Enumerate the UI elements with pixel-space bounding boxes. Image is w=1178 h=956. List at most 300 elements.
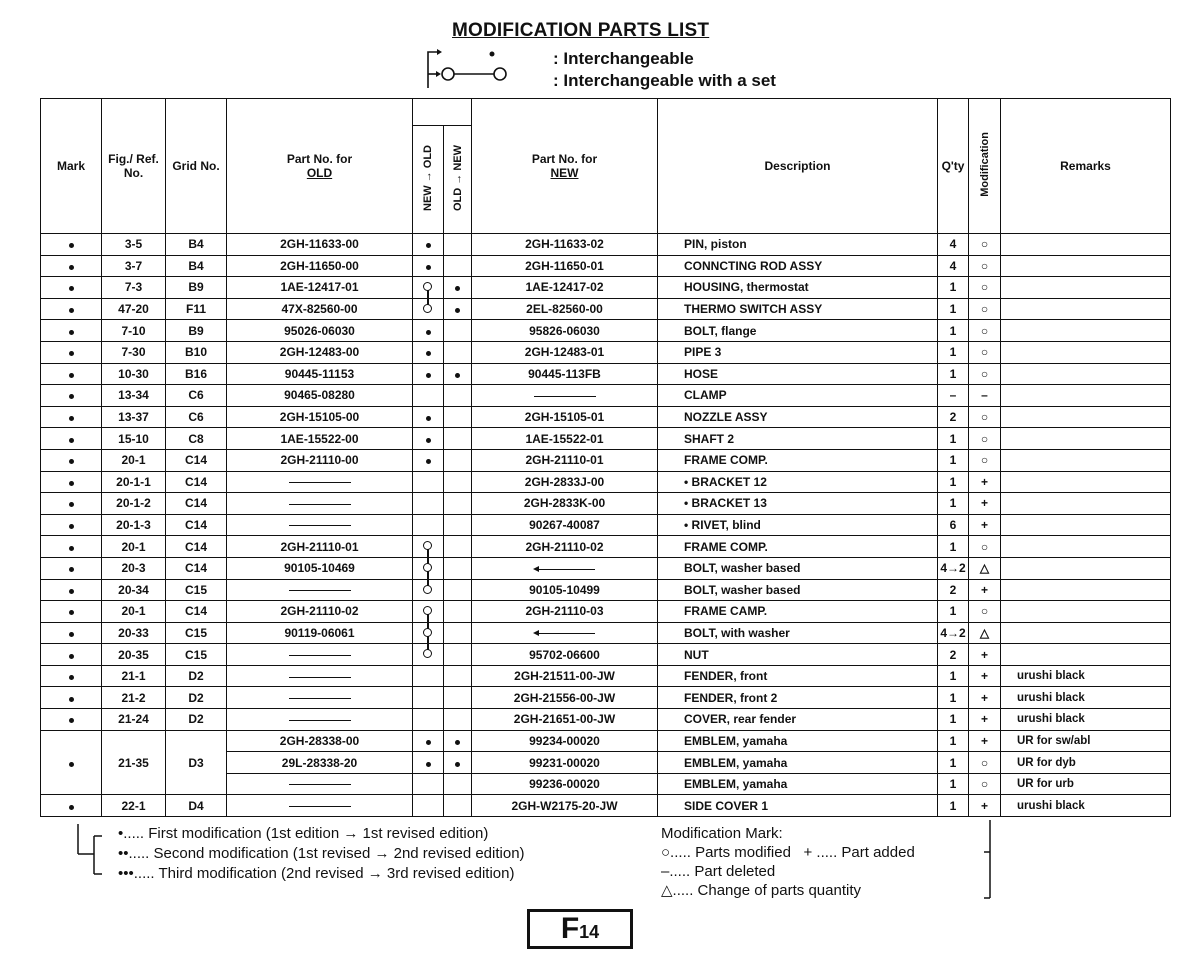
part-old-cell xyxy=(227,665,413,687)
qty-cell: 1 xyxy=(938,493,969,515)
qty-cell: 1 xyxy=(938,795,969,817)
footnote-third: •••..... Third modification (2nd revised → 3rd revised edition) xyxy=(118,865,515,882)
qty-cell: 4 xyxy=(938,255,969,277)
part-old-cell: 90105-10469 xyxy=(227,557,413,579)
new-to-old-cell xyxy=(413,579,444,601)
qty-cell: 1 xyxy=(938,277,969,299)
fig-ref-cell: 10-30 xyxy=(102,363,166,385)
table-row xyxy=(41,557,1171,579)
same-as-old-arrow-icon xyxy=(535,633,595,634)
modification-cell: △ xyxy=(969,622,1001,644)
modification-dot-icon xyxy=(69,308,74,313)
old-to-new-cell xyxy=(444,471,472,493)
new-to-old-cell xyxy=(413,752,444,774)
description-cell: BOLT, flange xyxy=(658,320,938,342)
mark-cell xyxy=(41,644,102,666)
empty-part-line xyxy=(289,677,351,678)
old-to-new-cell xyxy=(444,644,472,666)
qty-cell: 1 xyxy=(938,298,969,320)
interchangeable-dot-icon xyxy=(426,459,431,464)
empty-part-line xyxy=(289,655,351,656)
qty-cell: 1 xyxy=(938,601,969,623)
fig-ref-cell: 20-1 xyxy=(102,536,166,558)
modification-dot-icon xyxy=(69,589,74,594)
table-row xyxy=(41,579,1171,601)
empty-part-line xyxy=(289,590,351,591)
modification-dot-icon xyxy=(69,330,74,335)
part-new-cell: 99234-00020 xyxy=(472,730,658,752)
old-to-new-cell xyxy=(444,493,472,515)
qty-cell: 1 xyxy=(938,320,969,342)
mark-cell xyxy=(41,363,102,385)
remarks-cell xyxy=(1001,493,1171,515)
qty-cell: 2 xyxy=(938,406,969,428)
part-new-cell: 1AE-15522-01 xyxy=(472,428,658,450)
part-new-cell: 2GH-11650-01 xyxy=(472,255,658,277)
description-cell: FRAME COMP. xyxy=(658,449,938,471)
fig-ref-cell: 21-1 xyxy=(102,665,166,687)
part-new-cell: 2GH-12483-01 xyxy=(472,341,658,363)
description-cell: FENDER, front xyxy=(658,665,938,687)
modification-cell: ○ xyxy=(969,255,1001,277)
modification-dot-icon xyxy=(69,805,74,810)
remarks-cell: urushi black xyxy=(1001,795,1171,817)
description-cell: FRAME CAMP. xyxy=(658,601,938,623)
qty-cell: 4→2 xyxy=(938,557,969,579)
description-cell: • BRACKET 12 xyxy=(658,471,938,493)
part-new-cell: 2GH-21651-00-JW xyxy=(472,709,658,731)
fig-ref-cell: 21-24 xyxy=(102,709,166,731)
modification-cell: + xyxy=(969,687,1001,709)
modification-cell: ○ xyxy=(969,363,1001,385)
fig-ref-cell: 20-34 xyxy=(102,579,166,601)
modification-cell: + xyxy=(969,665,1001,687)
remarks-cell xyxy=(1001,622,1171,644)
modification-cell: – xyxy=(969,385,1001,407)
qty-cell: 1 xyxy=(938,428,969,450)
qty-cell: 1 xyxy=(938,536,969,558)
empty-part-line xyxy=(289,504,351,505)
modification-cell: ○ xyxy=(969,341,1001,363)
new-to-old-cell xyxy=(413,687,444,709)
page-title: MODIFICATION PARTS LIST xyxy=(452,20,710,41)
fig-ref-cell: 13-34 xyxy=(102,385,166,407)
mark-cell xyxy=(41,385,102,407)
qty-cell: 1 xyxy=(938,471,969,493)
description-cell: SHAFT 2 xyxy=(658,428,938,450)
mark-cell xyxy=(41,579,102,601)
description-cell: EMBLEM, yamaha xyxy=(658,730,938,752)
new-to-old-cell xyxy=(413,665,444,687)
fig-ref-cell: 20-1-3 xyxy=(102,514,166,536)
mark-cell xyxy=(41,449,102,471)
interchangeable-set-ring-icon xyxy=(423,304,432,313)
mark-cell xyxy=(41,255,102,277)
part-old-cell: 90445-11153 xyxy=(227,363,413,385)
modification-dot-icon xyxy=(69,459,74,464)
fig-ref-cell: 47-20 xyxy=(102,298,166,320)
part-new-cell: 1AE-12417-02 xyxy=(472,277,658,299)
new-to-old-cell xyxy=(413,730,444,752)
part-old-cell: 90119-06061 xyxy=(227,622,413,644)
grid-cell: C15 xyxy=(166,644,227,666)
mark-cell xyxy=(41,471,102,493)
grid-cell: C15 xyxy=(166,622,227,644)
header-part-old: Part No. for OLD xyxy=(227,99,413,234)
modmark-bracket-icon xyxy=(984,820,998,904)
modification-cell: ○ xyxy=(969,428,1001,450)
modification-cell: + xyxy=(969,579,1001,601)
part-new-cell: 95826-06030 xyxy=(472,320,658,342)
new-to-old-cell xyxy=(413,493,444,515)
fig-ref-cell: 13-37 xyxy=(102,406,166,428)
table-row xyxy=(41,709,1171,731)
part-old-cell: 2GH-21110-01 xyxy=(227,536,413,558)
modmark-modified: ○..... Parts modified xyxy=(661,844,791,861)
empty-part-line xyxy=(289,806,351,807)
modification-dot-icon xyxy=(69,546,74,551)
remarks-cell: urushi black xyxy=(1001,665,1171,687)
remarks-cell xyxy=(1001,471,1171,493)
part-old-cell: 2GH-21110-00 xyxy=(227,449,413,471)
remarks-cell: urushi black xyxy=(1001,687,1171,709)
header-mark: Mark xyxy=(41,99,102,234)
interchangeable-set-ring-icon xyxy=(423,606,432,615)
footnote-bracket-icon xyxy=(76,824,116,886)
old-to-new-cell xyxy=(444,687,472,709)
old-to-new-cell xyxy=(444,385,472,407)
header-grid: Grid No. xyxy=(166,99,227,234)
header-modification: Modification xyxy=(969,99,1001,234)
part-new-cell: 2GH-11633-02 xyxy=(472,234,658,256)
new-to-old-cell xyxy=(413,471,444,493)
modification-dot-icon xyxy=(69,438,74,443)
grid-cell: B9 xyxy=(166,277,227,299)
part-old-cell: 29L-28338-20 xyxy=(227,752,413,774)
remarks-cell xyxy=(1001,601,1171,623)
grid-cell: C14 xyxy=(166,449,227,471)
parts-table xyxy=(40,98,1171,817)
table-row xyxy=(41,428,1171,450)
mark-cell xyxy=(41,665,102,687)
remarks-cell xyxy=(1001,277,1171,299)
remarks-cell xyxy=(1001,428,1171,450)
modification-dot-icon xyxy=(69,675,74,680)
edition-footnote xyxy=(76,824,525,884)
grid-cell: D3 xyxy=(166,730,227,795)
modification-dot-icon xyxy=(69,416,74,421)
part-new-cell: 2GH-2833J-00 xyxy=(472,471,658,493)
fig-ref-cell: 20-3 xyxy=(102,557,166,579)
description-cell: EMBLEM, yamaha xyxy=(658,773,938,795)
modification-cell: ○ xyxy=(969,773,1001,795)
table-row xyxy=(41,493,1171,515)
table-row xyxy=(41,514,1171,536)
modmark-added: + ..... Part added xyxy=(803,844,915,861)
new-to-old-cell xyxy=(413,536,444,558)
mark-cell xyxy=(41,428,102,450)
description-cell: THERMO SWITCH ASSY xyxy=(658,298,938,320)
part-new-cell: 90445-113FB xyxy=(472,363,658,385)
mark-cell xyxy=(41,234,102,256)
remarks-cell xyxy=(1001,514,1171,536)
interchangeable-set-ring-icon xyxy=(423,563,432,572)
grid-cell: C6 xyxy=(166,385,227,407)
interchangeable-dot-icon xyxy=(426,351,431,356)
description-cell: EMBLEM, yamaha xyxy=(658,752,938,774)
same-as-old-arrow-icon xyxy=(535,569,595,570)
modification-dot-icon xyxy=(69,762,74,767)
mark-cell xyxy=(41,622,102,644)
part-old-cell xyxy=(227,493,413,515)
table-row xyxy=(41,536,1171,558)
new-to-old-cell xyxy=(413,320,444,342)
part-old-cell xyxy=(227,471,413,493)
remarks-cell xyxy=(1001,536,1171,558)
remarks-cell: UR for sw/abl xyxy=(1001,730,1171,752)
description-cell: FRAME COMP. xyxy=(658,536,938,558)
footnote-second: ••..... Second modification (1st revised → 2nd revised edition) xyxy=(118,845,525,862)
remarks-cell xyxy=(1001,255,1171,277)
grid-cell: C14 xyxy=(166,536,227,558)
fig-ref-cell: 20-35 xyxy=(102,644,166,666)
mark-cell xyxy=(41,709,102,731)
empty-part-line xyxy=(534,396,596,397)
mark-cell xyxy=(41,687,102,709)
table-row xyxy=(41,255,1171,277)
grid-cell: B4 xyxy=(166,234,227,256)
old-to-new-cell xyxy=(444,795,472,817)
interchangeable-dot-icon xyxy=(426,416,431,421)
qty-cell: 1 xyxy=(938,449,969,471)
fig-ref-cell: 20-1 xyxy=(102,601,166,623)
grid-cell: B4 xyxy=(166,255,227,277)
new-to-old-cell xyxy=(413,601,444,623)
part-old-cell xyxy=(227,709,413,731)
old-to-new-cell xyxy=(444,622,472,644)
grid-cell: F11 xyxy=(166,298,227,320)
part-old-cell: 47X-82560-00 xyxy=(227,298,413,320)
remarks-cell: UR for dyb xyxy=(1001,752,1171,774)
description-cell: NOZZLE ASSY xyxy=(658,406,938,428)
modification-cell: ○ xyxy=(969,449,1001,471)
modification-dot-icon xyxy=(69,394,74,399)
remarks-cell xyxy=(1001,385,1171,407)
fig-ref-cell: 7-10 xyxy=(102,320,166,342)
remarks-cell xyxy=(1001,644,1171,666)
empty-part-line xyxy=(289,525,351,526)
old-to-new-cell xyxy=(444,449,472,471)
fig-ref-cell: 7-30 xyxy=(102,341,166,363)
old-to-new-cell xyxy=(444,363,472,385)
description-cell: PIN, piston xyxy=(658,234,938,256)
remarks-cell xyxy=(1001,320,1171,342)
qty-cell: 1 xyxy=(938,773,969,795)
part-new-cell: 90105-10499 xyxy=(472,579,658,601)
grid-cell: D2 xyxy=(166,709,227,731)
modification-dot-icon xyxy=(69,718,74,723)
description-cell: • RIVET, blind xyxy=(658,514,938,536)
modmark-title: Modification Mark: xyxy=(661,825,783,842)
mark-cell xyxy=(41,320,102,342)
modification-cell: ○ xyxy=(969,752,1001,774)
interchangeable-dot-icon xyxy=(426,438,431,443)
old-to-new-cell xyxy=(444,320,472,342)
part-old-cell xyxy=(227,687,413,709)
new-to-old-cell xyxy=(413,514,444,536)
qty-cell: 1 xyxy=(938,709,969,731)
page-number-badge: F14 xyxy=(527,909,633,949)
modification-cell: + xyxy=(969,493,1001,515)
old-to-new-cell xyxy=(444,601,472,623)
grid-cell: C14 xyxy=(166,514,227,536)
part-new-cell: 90267-40087 xyxy=(472,514,658,536)
modification-cell: + xyxy=(969,471,1001,493)
remarks-cell xyxy=(1001,341,1171,363)
grid-cell: C14 xyxy=(166,557,227,579)
qty-cell: 1 xyxy=(938,341,969,363)
old-to-new-cell xyxy=(444,514,472,536)
grid-cell: D2 xyxy=(166,665,227,687)
fig-ref-cell: 20-33 xyxy=(102,622,166,644)
description-cell: FENDER, front 2 xyxy=(658,687,938,709)
modification-dot-icon xyxy=(69,265,74,270)
modification-cell: ○ xyxy=(969,234,1001,256)
header-interchange-group xyxy=(413,99,472,126)
part-old-cell: 1AE-15522-00 xyxy=(227,428,413,450)
modification-cell: + xyxy=(969,514,1001,536)
remarks-cell xyxy=(1001,298,1171,320)
grid-cell: D2 xyxy=(166,687,227,709)
modification-cell: ○ xyxy=(969,320,1001,342)
table-row xyxy=(41,298,1171,320)
modmark-deleted: –..... Part deleted xyxy=(661,863,776,880)
description-cell: SIDE COVER 1 xyxy=(658,795,938,817)
part-old-cell: 95026-06030 xyxy=(227,320,413,342)
grid-cell: C6 xyxy=(166,406,227,428)
description-cell: HOSE xyxy=(658,363,938,385)
description-cell: COVER, rear fender xyxy=(658,709,938,731)
part-new-cell: 2GH-15105-01 xyxy=(472,406,658,428)
interchangeable-dot-icon xyxy=(455,373,460,378)
qty-cell: 1 xyxy=(938,363,969,385)
modification-cell: ○ xyxy=(969,406,1001,428)
grid-cell: C14 xyxy=(166,493,227,515)
part-old-cell xyxy=(227,579,413,601)
modification-dot-icon xyxy=(69,351,74,356)
interchangeable-dot-icon xyxy=(455,286,460,291)
grid-cell: C14 xyxy=(166,471,227,493)
old-to-new-cell xyxy=(444,341,472,363)
new-to-old-cell xyxy=(413,449,444,471)
header-remarks: Remarks xyxy=(1001,99,1171,234)
header-description: Description xyxy=(658,99,938,234)
qty-cell: 1 xyxy=(938,665,969,687)
new-to-old-cell xyxy=(413,341,444,363)
remarks-cell xyxy=(1001,449,1171,471)
remarks-cell: UR for urb xyxy=(1001,773,1171,795)
new-to-old-cell xyxy=(413,255,444,277)
interchangeable-set-ring-icon xyxy=(423,628,432,637)
table-row xyxy=(41,665,1171,687)
table-row xyxy=(41,320,1171,342)
old-to-new-cell xyxy=(444,255,472,277)
table-row xyxy=(41,622,1171,644)
modification-cell: ○ xyxy=(969,536,1001,558)
mark-cell xyxy=(41,730,102,795)
legend-interchangeable-set: : Interchangeable with a set xyxy=(553,71,776,90)
table-row xyxy=(41,406,1171,428)
fig-ref-cell: 22-1 xyxy=(102,795,166,817)
table-row xyxy=(41,471,1171,493)
qty-cell: 1 xyxy=(938,752,969,774)
interchangeable-dot-icon xyxy=(426,762,431,767)
modification-cell: ○ xyxy=(969,601,1001,623)
qty-cell: 6 xyxy=(938,514,969,536)
table-row xyxy=(41,449,1171,471)
interchangeable-set-ring-icon xyxy=(423,282,432,291)
grid-cell: B16 xyxy=(166,363,227,385)
qty-cell: – xyxy=(938,385,969,407)
part-new-cell: 2GH-W2175-20-JW xyxy=(472,795,658,817)
mark-cell xyxy=(41,601,102,623)
part-new-cell: 2GH-21110-01 xyxy=(472,449,658,471)
old-to-new-cell xyxy=(444,752,472,774)
new-to-old-cell xyxy=(413,428,444,450)
new-to-old-cell xyxy=(413,234,444,256)
part-new-cell: 2GH-2833K-00 xyxy=(472,493,658,515)
description-cell: PIPE 3 xyxy=(658,341,938,363)
grid-cell: C15 xyxy=(166,579,227,601)
table-row xyxy=(41,687,1171,709)
empty-part-line xyxy=(289,698,351,699)
new-to-old-cell xyxy=(413,622,444,644)
modification-cell: + xyxy=(969,795,1001,817)
part-new-cell: 95702-06600 xyxy=(472,644,658,666)
interchangeable-dot-icon xyxy=(426,330,431,335)
description-cell: CONNCTING ROD ASSY xyxy=(658,255,938,277)
mark-cell xyxy=(41,514,102,536)
description-cell: HOUSING, thermostat xyxy=(658,277,938,299)
old-to-new-cell xyxy=(444,579,472,601)
part-old-cell xyxy=(227,514,413,536)
modification-dot-icon xyxy=(69,697,74,702)
remarks-cell xyxy=(1001,234,1171,256)
new-to-old-cell xyxy=(413,277,444,299)
table-row xyxy=(41,363,1171,385)
part-new-cell: 2EL-82560-00 xyxy=(472,298,658,320)
interchangeable-dot-icon xyxy=(426,243,431,248)
interchangeable-dot-icon xyxy=(426,740,431,745)
modification-cell: + xyxy=(969,709,1001,731)
old-to-new-cell xyxy=(444,428,472,450)
part-old-cell: 1AE-12417-01 xyxy=(227,277,413,299)
remarks-cell xyxy=(1001,363,1171,385)
fig-ref-cell: 3-5 xyxy=(102,234,166,256)
modification-dot-icon xyxy=(69,567,74,572)
table-row xyxy=(41,601,1171,623)
old-to-new-cell xyxy=(444,406,472,428)
new-to-old-cell xyxy=(413,644,444,666)
table-row xyxy=(41,277,1171,299)
new-to-old-cell xyxy=(413,298,444,320)
empty-part-line xyxy=(289,784,351,785)
old-to-new-cell xyxy=(444,665,472,687)
part-old-cell: 2GH-28338-00 xyxy=(227,730,413,752)
modification-dot-icon xyxy=(69,632,74,637)
modmark-quantity: △..... Change of parts quantity xyxy=(661,882,861,899)
modification-cell: + xyxy=(969,644,1001,666)
